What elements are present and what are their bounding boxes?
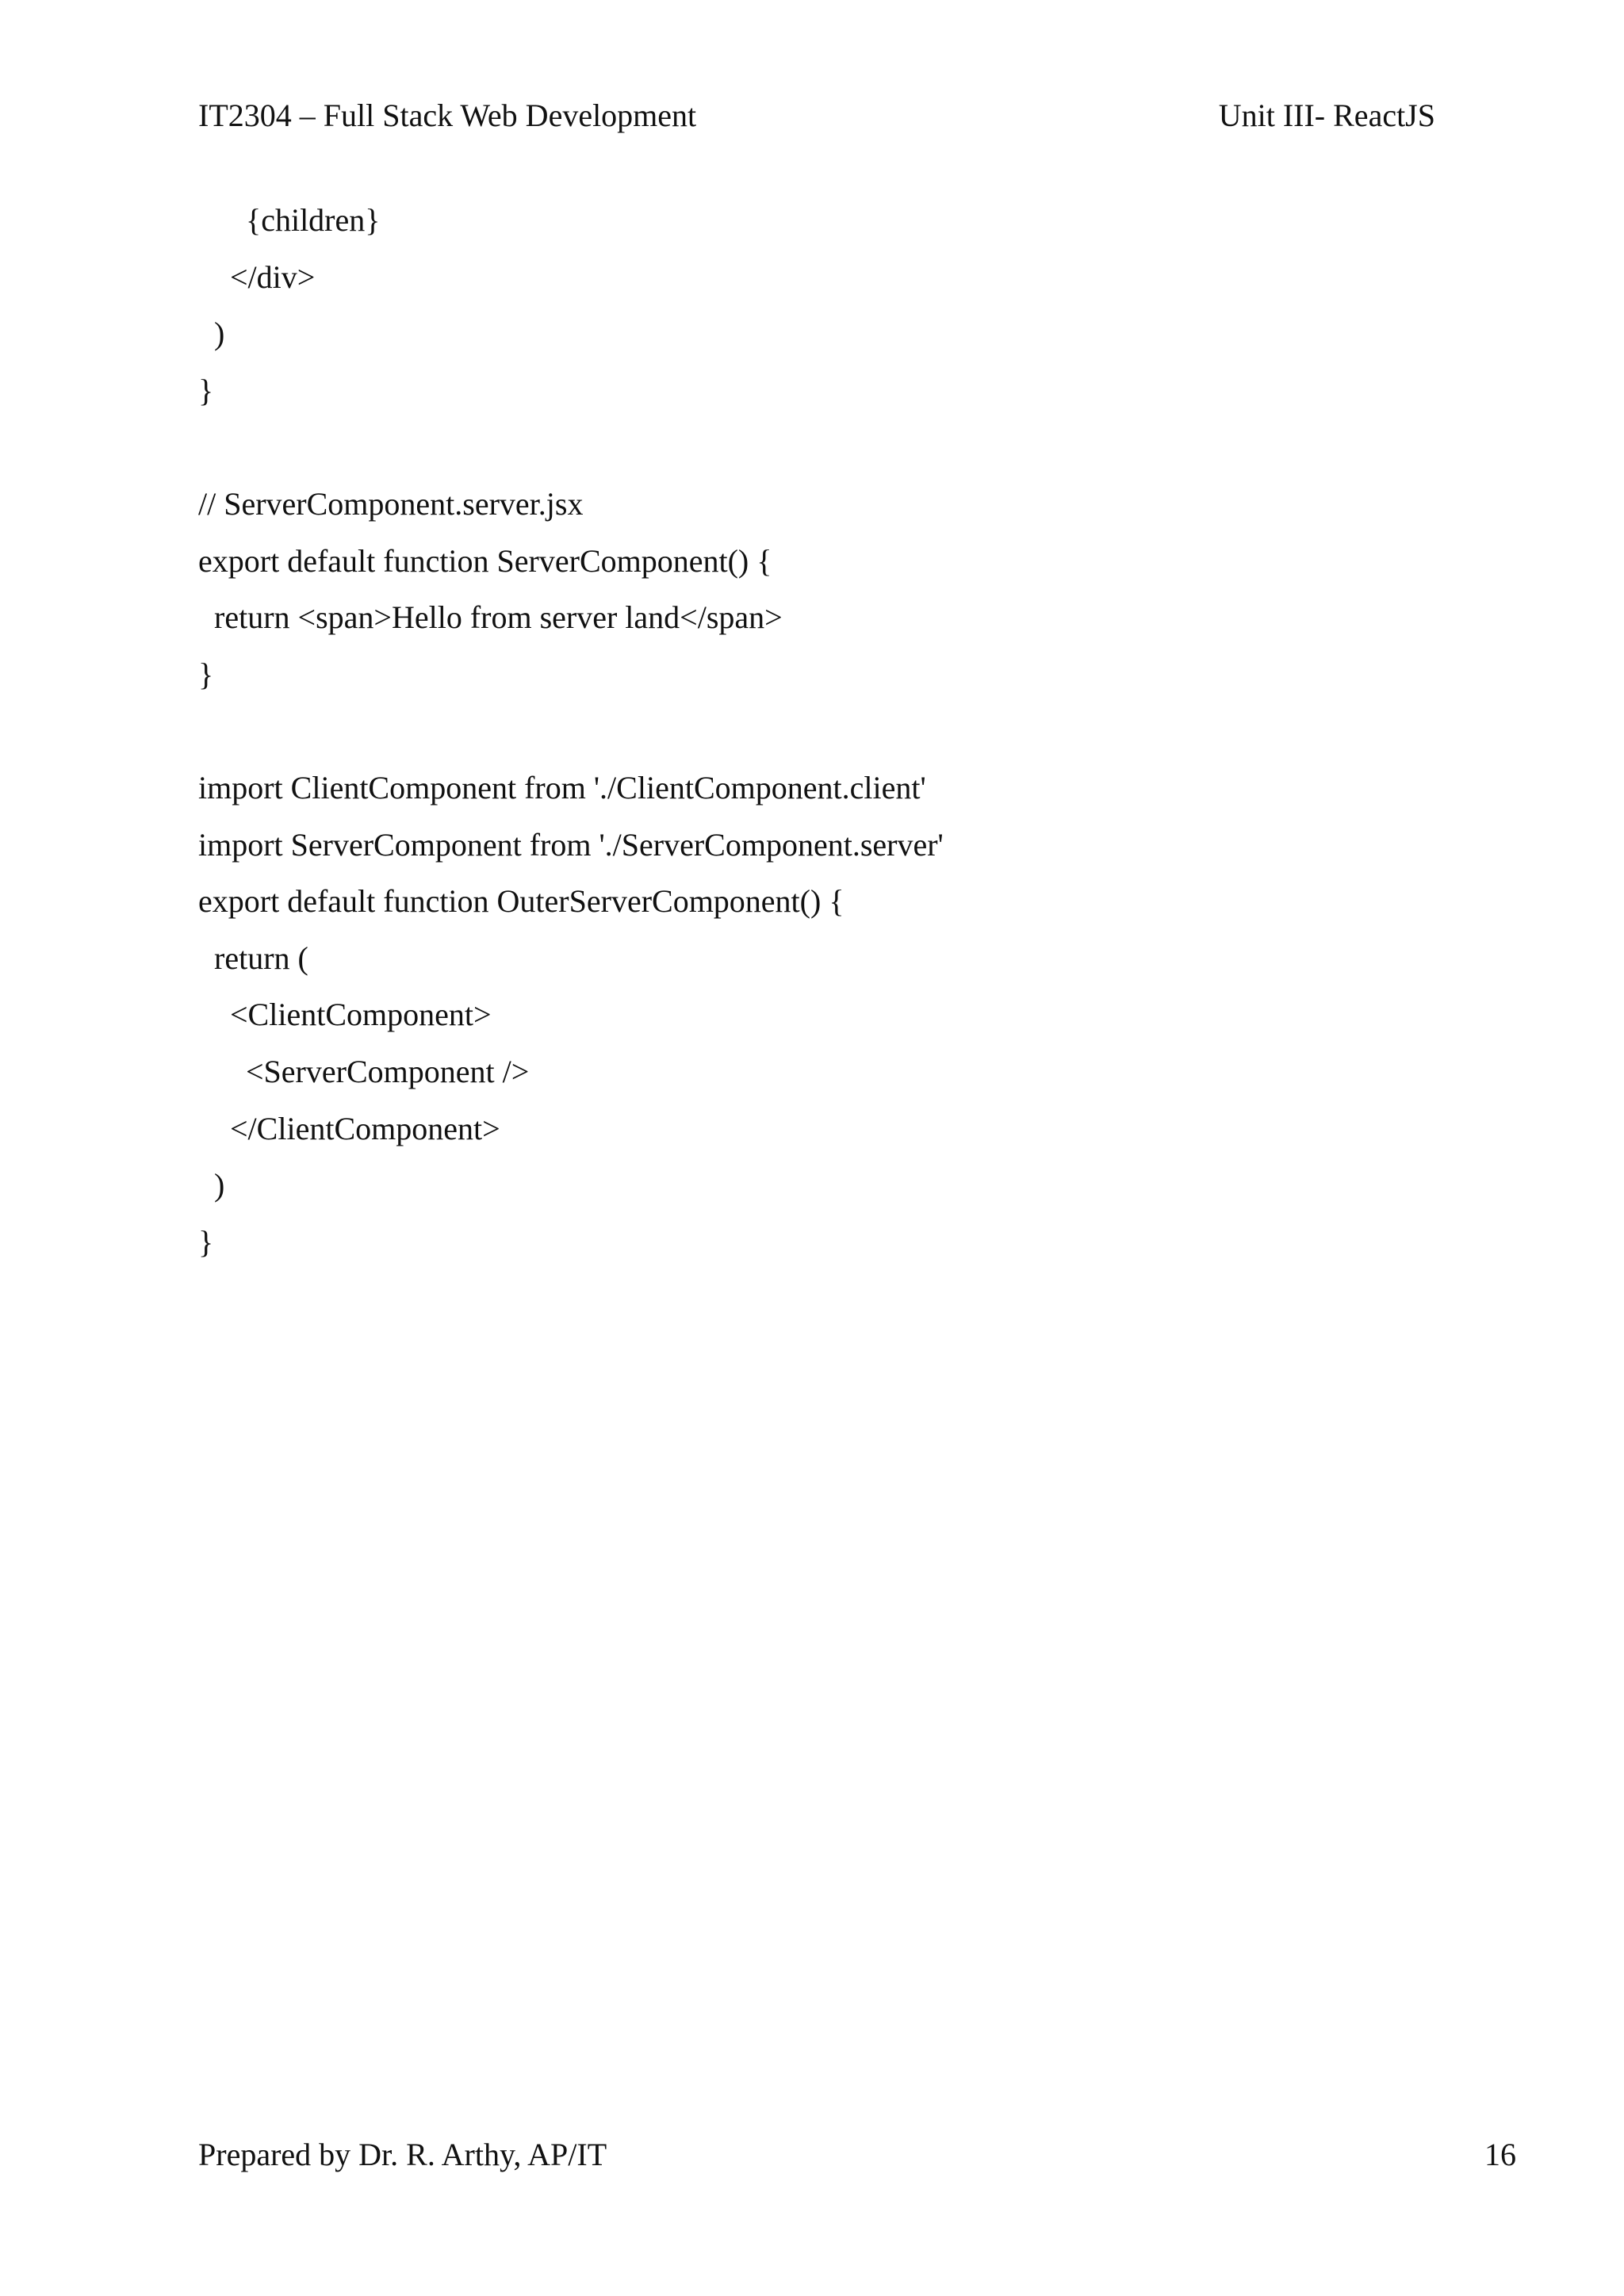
code-line: // ServerComponent.server.jsx: [198, 485, 584, 522]
code-listing: [198, 192, 1435, 1270]
code-line: {children}: [198, 202, 381, 238]
code-line: import ClientComponent from './ClientComponent.client': [198, 769, 926, 806]
code-line: ): [198, 1167, 225, 1203]
code-line: <ServerComponent />: [198, 1053, 530, 1089]
code-line: [198, 419, 1435, 476]
code-line: }: [198, 372, 214, 408]
code-line: return <span>Hello from server land</span>: [198, 599, 783, 636]
header-unit-title: Unit III- ReactJS: [1218, 98, 1435, 133]
code-line: [198, 702, 1435, 760]
page-number: 16: [1484, 2137, 1516, 2172]
code-line: <ClientComponent>: [198, 997, 492, 1033]
page-header: [198, 94, 1435, 138]
code-line: }: [198, 1223, 214, 1260]
footer-author: Prepared by Dr. R. Arthy, AP/IT: [198, 2137, 607, 2172]
code-line: import ServerComponent from './ServerComponent.server': [198, 826, 944, 863]
code-line: }: [198, 656, 214, 692]
code-line: ): [198, 316, 225, 352]
code-line: </div>: [198, 258, 316, 295]
code-line: export default function OuterServerComponent() {: [198, 883, 845, 920]
code-line: return (: [198, 939, 308, 976]
page-footer: [198, 2133, 1516, 2177]
code-line: export default function ServerComponent() {: [198, 542, 772, 579]
code-line: </ClientComponent>: [198, 1110, 500, 1146]
header-course-title: IT2304 – Full Stack Web Development: [198, 98, 697, 133]
